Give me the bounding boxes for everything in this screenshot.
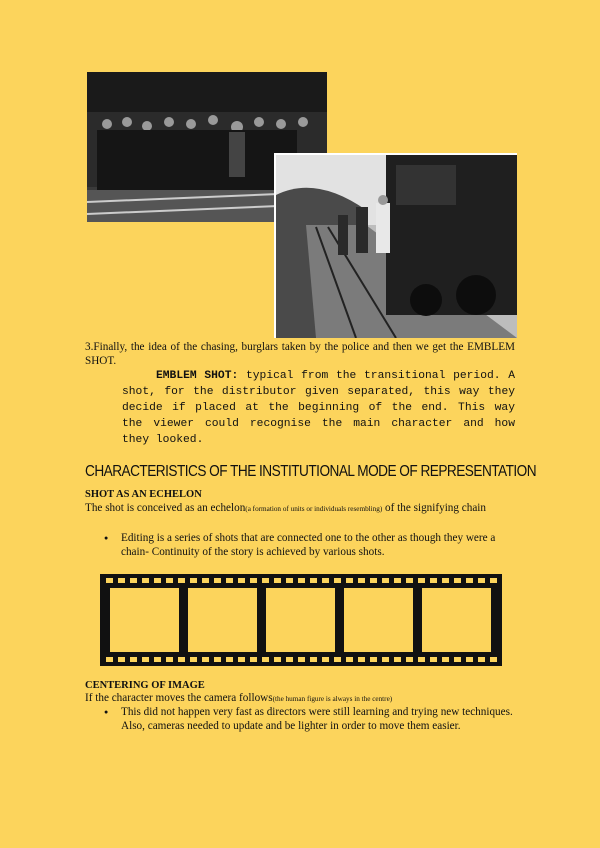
film-sprocket-hole bbox=[298, 657, 305, 662]
film-sprocket-hole bbox=[418, 578, 425, 583]
film-sprocket-hole bbox=[238, 657, 245, 662]
echelon-note: (a formation of units or individuals resembling) bbox=[245, 505, 383, 513]
film-sprocket-hole bbox=[310, 578, 317, 583]
film-sprocket-hole bbox=[358, 578, 365, 583]
film-sprocket-hole bbox=[166, 657, 173, 662]
film-sprocket-hole bbox=[286, 578, 293, 583]
film-strip-illustration bbox=[100, 574, 502, 666]
film-sprocket-hole bbox=[190, 657, 197, 662]
film-sprocket-hole bbox=[166, 578, 173, 583]
film-sprocket-hole bbox=[454, 578, 461, 583]
section-heading: CHARACTERISTICS OF THE INSTITUTIONAL MODE OF REPRESENTATION bbox=[85, 463, 537, 480]
film-sprocket-hole bbox=[250, 657, 257, 662]
film-frame bbox=[266, 588, 335, 652]
film-sprocket-hole bbox=[382, 657, 389, 662]
film-sprocket-hole bbox=[226, 657, 233, 662]
film-sprocket-hole bbox=[130, 578, 137, 583]
film-sprocket-hole bbox=[382, 578, 389, 583]
centering-paragraph bbox=[85, 692, 517, 706]
emblem-shot-text: typical from the transitional period. A shot, for the distributor given separated, this way they decide if placed at the beginning of the end. This way the viewer could recognise the main character and how they looked. bbox=[122, 370, 516, 446]
centering-note: (the human figure is always in the centre) bbox=[272, 695, 393, 703]
film-sprocket-hole bbox=[202, 578, 209, 583]
film-sprocket-hole bbox=[478, 657, 485, 662]
echelon-text-after: of the signifying chain bbox=[382, 502, 487, 514]
list-item: ● This did not happen very fast as directors were still learning and trying new techniques. Also, cameras needed to update and be lighter in order to move them easier. bbox=[104, 706, 516, 733]
film-sprocket-hole bbox=[466, 578, 473, 583]
film-sprocket-hole bbox=[286, 657, 293, 662]
film-sprocket-hole bbox=[214, 657, 221, 662]
echelon-bullet-list bbox=[104, 532, 516, 559]
film-sprocket-hole bbox=[322, 657, 329, 662]
film-sprocket-hole bbox=[274, 578, 281, 583]
film-sprocket-hole bbox=[178, 578, 185, 583]
film-sprocket-hole bbox=[346, 578, 353, 583]
echelon-paragraph bbox=[85, 502, 517, 516]
film-sprocket-hole bbox=[226, 578, 233, 583]
film-sprocket-hole bbox=[106, 578, 113, 583]
film-sprocket-hole bbox=[178, 657, 185, 662]
film-sprocket-hole bbox=[478, 578, 485, 583]
centering-heading: CENTERING OF IMAGE bbox=[85, 680, 205, 691]
film-sprocket-hole bbox=[406, 578, 413, 583]
film-sprocket-hole bbox=[442, 657, 449, 662]
centering-text: If the character moves the camera follows bbox=[85, 692, 273, 704]
film-sprocket-hole bbox=[490, 578, 497, 583]
film-sprocket-hole bbox=[370, 657, 377, 662]
film-sprocket-hole bbox=[142, 578, 149, 583]
paragraph-chase: 3.Finally, the idea of the chasing, burglars taken by the police and then we get the EMBLEM SHOT. bbox=[85, 341, 515, 367]
film-sprocket-hole bbox=[454, 657, 461, 662]
film-sprocket-hole bbox=[142, 657, 149, 662]
film-frame bbox=[344, 588, 413, 652]
film-sprocket-hole bbox=[190, 578, 197, 583]
film-sprocket-hole bbox=[106, 657, 113, 662]
film-sprocket-hole bbox=[322, 578, 329, 583]
film-sprocket-hole bbox=[262, 657, 269, 662]
film-sprocket-hole bbox=[214, 578, 221, 583]
film-sprocket-hole bbox=[310, 657, 317, 662]
film-frame bbox=[422, 588, 491, 652]
echelon-heading: SHOT AS AN ECHELON bbox=[85, 489, 202, 500]
film-sprocket-hole bbox=[358, 657, 365, 662]
film-sprocket-hole bbox=[118, 578, 125, 583]
film-sprocket-hole bbox=[490, 657, 497, 662]
film-sprocket-hole bbox=[154, 657, 161, 662]
film-frame bbox=[188, 588, 257, 652]
film-sprocket-hole bbox=[118, 657, 125, 662]
film-sprocket-hole bbox=[274, 657, 281, 662]
film-sprocket-hole bbox=[154, 578, 161, 583]
film-sprocket-hole bbox=[430, 657, 437, 662]
film-sprocket-hole bbox=[370, 578, 377, 583]
film-sprocket-hole bbox=[334, 657, 341, 662]
film-sprocket-hole bbox=[466, 657, 473, 662]
list-item: ● Editing is a series of shots that are connected one to the other as though they were a chain- Continuity of the story is achieved by various shots. bbox=[104, 532, 516, 559]
film-sprocket-hole bbox=[238, 578, 245, 583]
film-sprocket-hole bbox=[406, 657, 413, 662]
film-sprocket-hole bbox=[334, 578, 341, 583]
film-sprocket-hole bbox=[418, 657, 425, 662]
film-sprocket-hole bbox=[394, 578, 401, 583]
film-sprocket-hole bbox=[430, 578, 437, 583]
film-sprocket-hole bbox=[442, 578, 449, 583]
film-sprocket-hole bbox=[262, 578, 269, 583]
film-sprocket-hole bbox=[346, 657, 353, 662]
train-tracks-photo bbox=[274, 153, 517, 338]
film-sprocket-hole bbox=[250, 578, 257, 583]
film-sprocket-hole bbox=[394, 657, 401, 662]
emblem-shot-label: EMBLEM SHOT: bbox=[156, 370, 239, 382]
film-sprocket-hole bbox=[202, 657, 209, 662]
film-frame bbox=[110, 588, 179, 652]
film-sprocket-hole bbox=[298, 578, 305, 583]
echelon-text: The shot is conceived as an echelon bbox=[85, 502, 246, 514]
centering-bullet-list bbox=[104, 706, 516, 733]
emblem-shot-paragraph bbox=[122, 368, 515, 448]
film-sprocket-hole bbox=[130, 657, 137, 662]
